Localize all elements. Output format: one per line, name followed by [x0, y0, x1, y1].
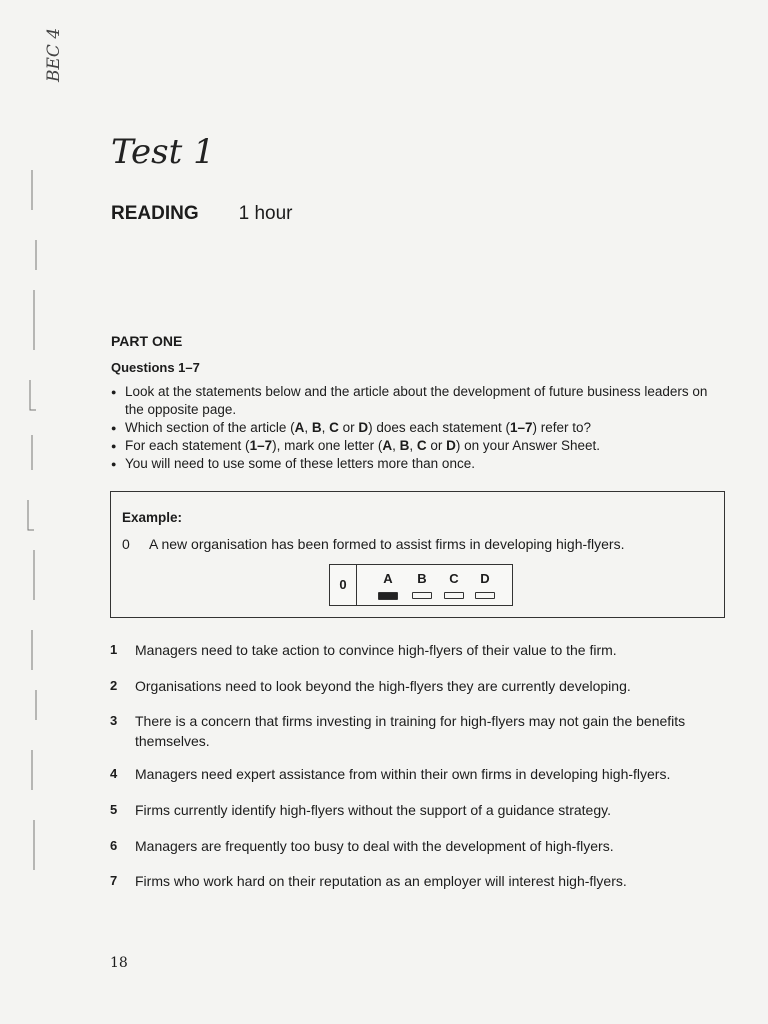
- question-text: Firms who work hard on their reputation as an employer will interest high-flyers.: [135, 873, 627, 889]
- instruction-letter: A: [294, 420, 305, 435]
- instruction-text: You will need to use some of these letters more than once.: [125, 456, 475, 471]
- instruction-range: 1–7: [509, 420, 533, 435]
- question-number: 7: [110, 873, 118, 888]
- instruction-text: ), mark one letter (: [272, 438, 383, 453]
- page-number: 18: [110, 955, 128, 971]
- instruction-text: ,: [409, 438, 417, 453]
- handwritten-margin-note: BEC 4: [44, 27, 64, 82]
- part-heading: PART ONE: [111, 333, 183, 349]
- question-item: [110, 711, 730, 751]
- option-letter: B: [417, 571, 427, 586]
- question-number: 4: [110, 766, 118, 781]
- instruction-letter: C: [416, 438, 427, 453]
- question-text: There is a concern that firms investing in training for high-flyers may not gain the benefits themselves.: [135, 713, 686, 749]
- example-statement: A new organisation has been formed to assist firms in developing high-flyers.: [149, 536, 625, 552]
- instruction-text: ,: [392, 438, 400, 453]
- instruction-text: ,: [304, 420, 312, 435]
- question-number: 5: [110, 802, 118, 817]
- instruction-letter: D: [446, 438, 456, 453]
- example-label: Example:: [122, 510, 183, 525]
- section-name: READING: [111, 203, 199, 224]
- question-number: 1: [110, 642, 118, 657]
- question-item: [110, 764, 730, 784]
- question-range: Questions 1–7: [111, 360, 200, 375]
- question-item: [110, 836, 730, 856]
- question-number: 6: [110, 838, 118, 853]
- section-time: 1 hour: [238, 203, 293, 224]
- instruction-range: 1–7: [249, 438, 273, 453]
- instruction-text: or: [426, 438, 447, 453]
- instruction-text: ,: [321, 420, 330, 435]
- question-item: [110, 800, 730, 820]
- example-number: 0: [122, 536, 130, 552]
- instruction-letter: C: [329, 420, 339, 435]
- question-number: 2: [110, 678, 118, 693]
- test-title: Test 1: [111, 132, 215, 172]
- question-number: 3: [110, 713, 118, 728]
- option-letter: D: [480, 571, 490, 586]
- instruction-text: ) does each statement (: [368, 420, 510, 435]
- instruction-text: ) on your Answer Sheet.: [455, 438, 600, 453]
- question-item: [110, 640, 730, 660]
- question-text: Organisations need to look beyond the high-flyers they are currently developing.: [135, 678, 631, 694]
- instruction-text: Look at the statements below and the article about the development of future business leaders on the opposite page.: [125, 384, 708, 417]
- option-letter: C: [449, 571, 459, 586]
- answer-grid-number: 0: [330, 565, 357, 605]
- instruction-text: ) refer to?: [532, 420, 592, 435]
- question-item: [110, 676, 730, 696]
- option-letter: A: [383, 571, 393, 586]
- question-text: Managers need expert assistance from within their own firms in developing high-flyers.: [135, 766, 671, 782]
- instruction-letter: A: [382, 438, 393, 453]
- instruction-letter: B: [399, 438, 410, 453]
- question-text: Managers are frequently too busy to deal with the development of high-flyers.: [135, 838, 614, 854]
- instruction-text: For each statement (: [125, 438, 250, 453]
- question-text: Firms currently identify high-flyers without the support of a guidance strategy.: [135, 802, 611, 818]
- instruction-text: or: [338, 420, 359, 435]
- instruction-letter: D: [358, 420, 369, 435]
- question-item: [110, 871, 730, 891]
- question-text: Managers need to take action to convince high-flyers of their value to the firm.: [135, 642, 617, 658]
- instruction-text: Which section of the article (: [125, 420, 295, 435]
- instruction-letter: B: [311, 420, 322, 435]
